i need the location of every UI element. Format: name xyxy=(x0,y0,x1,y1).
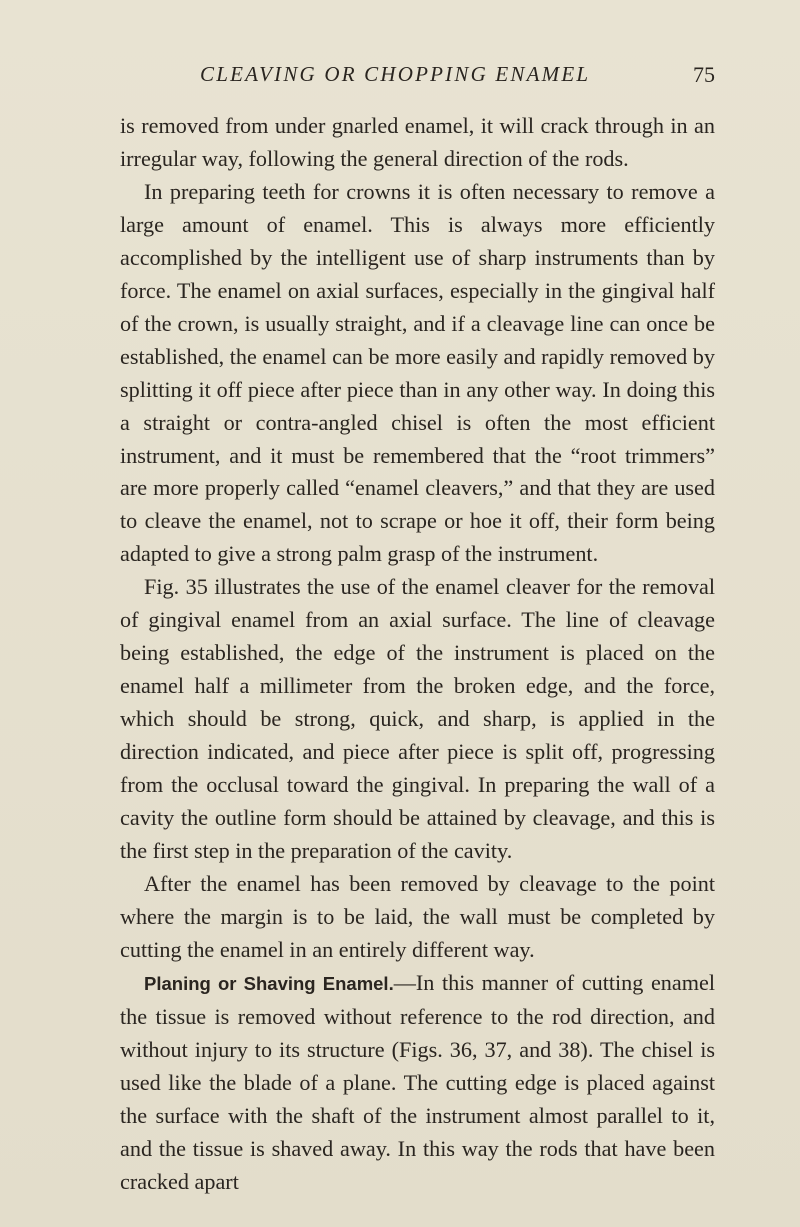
paragraph-planing xyxy=(120,967,715,1199)
paragraph-margin: After the enamel has been removed by cleavage to the point where the margin is to be laid, the wall must be completed by cutting the enamel in an entirely different way. xyxy=(120,870,715,962)
running-head xyxy=(120,62,715,92)
paragraph-fig-35: Fig. 35 illustrates the use of the enamel cleaver for the removal of gingival enamel from an axial surface. The line of cleavage being established, the edge of the instrument is placed on the enamel half a millimeter from the broken edge, and the force, which should be strong, quick, and sharp, is applied in the direction indicated, and piece after piece is split off, progressing from the occlusal toward the gingival. In preparing the wall of a cavity the outline form should be attained by cleavage, and this is the first step in the preparation of the cavity. xyxy=(120,574,715,863)
paragraph-crowns: In preparing teeth for crowns it is often necessary to remove a large amount of enamel. This is always more efficiently accomplished by the intelligent use of sharp instruments than by force. The enamel on axial surfaces, especially in the gingival half of the crown, is usually straight, and if a cleavage line can once be established, the enamel can be more easily and rapidly removed by splitting it off piece after piece than in any other way. In doing this a straight or contra-angled chisel is often the most efficient instrument, and it must be remembered that the “root trimmers” are more properly called “enamel cleavers,” and that they are used to cleave the enamel, not to scrape or hoe it off, their form being adapted to give a strong palm grasp of the instrument. xyxy=(120,178,715,567)
paragraph-planing-text: —In this manner of cutting enamel the tissue is removed without reference to the rod direction, and without injury to its structure (Figs. 36, 37, and 38). The chisel is used like the blade of a plane. The cutting edge is placed against the surface with the shaft of the instrument almost parallel to it, and the tissue is shaved away. In this way the rods that have been cracked apart xyxy=(120,969,716,1194)
running-title: CLEAVING OR CHOPPING ENAMEL xyxy=(200,62,591,86)
paragraph-continuation: is removed from under gnarled enamel, it will crack through in an irregular way, following the general direction of the rods. xyxy=(120,113,715,171)
section-heading-planing: Planing or Shaving Enamel. xyxy=(144,972,394,994)
body-text xyxy=(120,110,715,1198)
page-number: 75 xyxy=(693,62,715,87)
